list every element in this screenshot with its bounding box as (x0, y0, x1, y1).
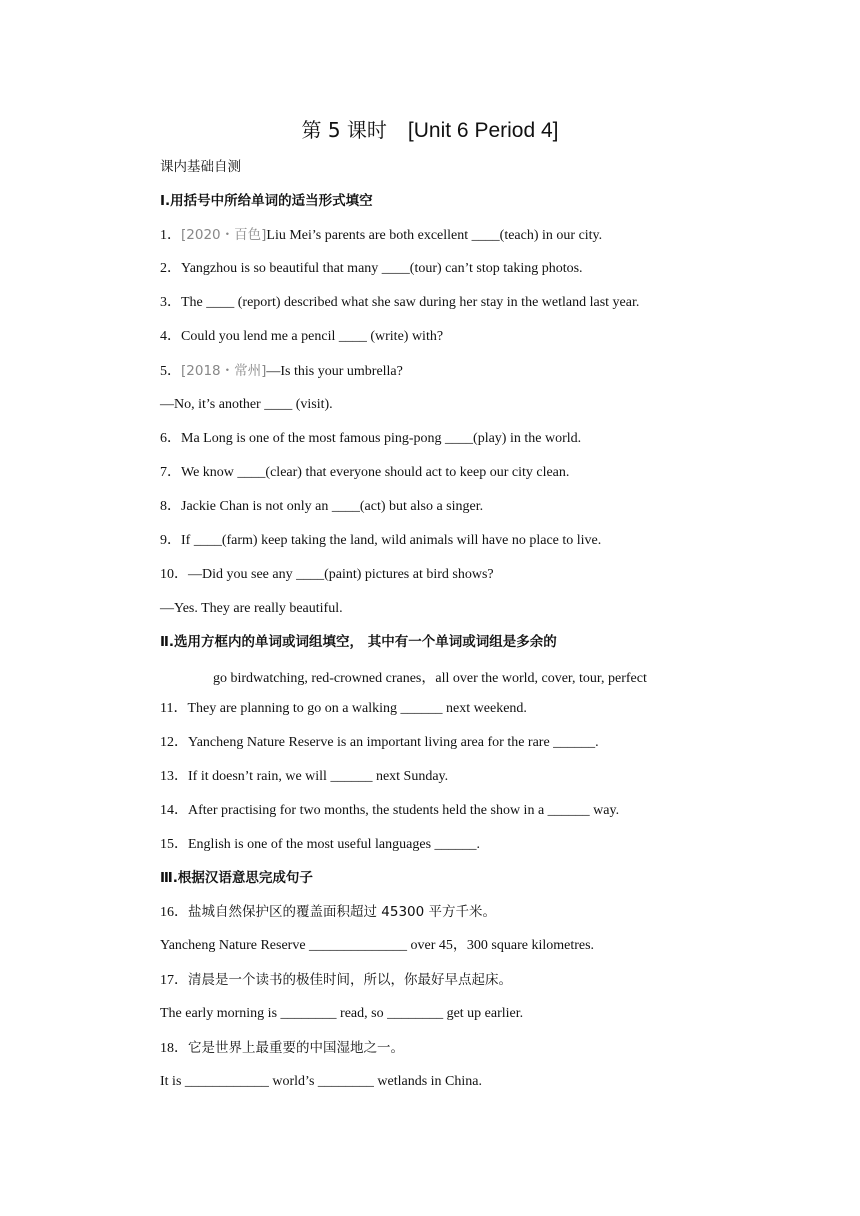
question-17-chinese: 17．清晨是一个读书的极佳时间，所以，你最好早点起床。 (160, 972, 512, 988)
blank: ____ (471, 228, 500, 243)
blank: ____ (193, 533, 222, 548)
section3-heading: Ⅲ.根据汉语意思完成句子 (160, 870, 313, 886)
title-chinese: 第 5 课时 (301, 118, 387, 142)
blank: ____ (331, 499, 360, 514)
question-16-chinese: 16．盐城自然保护区的覆盖面积超过 45300 平方千米。 (160, 904, 497, 920)
question-10: 10．—Did you see any ____(paint) pictures at bird shows? (160, 567, 494, 582)
blank: ____ (237, 465, 266, 480)
question-4: 4．Could you lend me a pencil ____ (write) with? (160, 329, 444, 344)
question-12: 12．Yancheng Nature Reserve is an important living area for the rare ______. (160, 735, 599, 750)
question-18-english: It is ____________ world’s ________ wetlands in China. (160, 1074, 482, 1089)
blank: ____ (264, 397, 293, 412)
blank: ____ (445, 431, 474, 446)
blank: ______________ (309, 938, 408, 953)
question-13: 13．If it doesn’t rain, we will ______ next Sunday. (160, 769, 449, 784)
blank: ____ (338, 329, 367, 344)
blank: ______ (330, 769, 373, 784)
blank: ____________ (184, 1074, 269, 1089)
question-17-english: The early morning is ________ read, so ________ get up earlier. (160, 1006, 524, 1021)
blank: ____ (381, 261, 410, 276)
question-1: 1．[2020・百色]Liu Mei’s parents are both excellent ____(teach) in our city. (160, 227, 603, 243)
question-5: 5．[2018・常州]—Is this your umbrella? (160, 363, 403, 379)
word-box: go birdwatching, red-crowned cranes，all over the world, cover, tour, perfect (213, 671, 647, 686)
section2-heading: Ⅱ.选用方框内的单词或词组填空， 其中有一个单词或词组是多余的 (160, 634, 557, 650)
question-9: 9．If ____(farm) keep taking the land, wild animals will have no place to live. (160, 533, 602, 548)
section1-heading: Ⅰ.用括号中所给单词的适当形式填空 (160, 193, 373, 209)
blank: ______ (400, 701, 443, 716)
question-18-chinese: 18．它是世界上最重要的中国湿地之一。 (160, 1040, 404, 1056)
blank: ________ (387, 1006, 444, 1021)
blank: ______ (553, 735, 596, 750)
page-title (0, 114, 860, 143)
blank: ____ (206, 295, 235, 310)
question-7: 7．We know ____(clear) that everyone should act to keep our city clean. (160, 465, 570, 480)
question-6: 6．Ma Long is one of the most famous ping-pong ____(play) in the world. (160, 431, 582, 446)
question-5-answer-line: —No, it’s another ____ (visit). (160, 397, 333, 412)
question-15: 15．English is one of the most useful languages ______. (160, 837, 481, 852)
blank: ________ (317, 1074, 374, 1089)
question-10-answer-line: —Yes. They are really beautiful. (160, 601, 343, 616)
question-11: 11．They are planning to go on a walking ______ next weekend. (160, 701, 527, 716)
question-16-english: Yancheng Nature Reserve ______________ over 45，300 square kilometres. (160, 938, 595, 953)
question-2: 2．Yangzhou is so beautiful that many ____(tour) can’t stop taking photos. (160, 261, 583, 276)
question-14: 14．After practising for two months, the students held the show in a ______ way. (160, 803, 620, 818)
blank: ____ (296, 567, 325, 582)
question-3: 3．The ____ (report) described what she saw during her stay in the wetland last year. (160, 295, 640, 310)
blank: ______ (547, 803, 590, 818)
title-unit: [Unit 6 Period 4] (407, 119, 559, 142)
blank: ______ (434, 837, 477, 852)
subheading: 课内基础自测 (160, 159, 241, 175)
question-8: 8．Jackie Chan is not only an ____(act) but also a singer. (160, 499, 484, 514)
blank: ________ (280, 1006, 337, 1021)
